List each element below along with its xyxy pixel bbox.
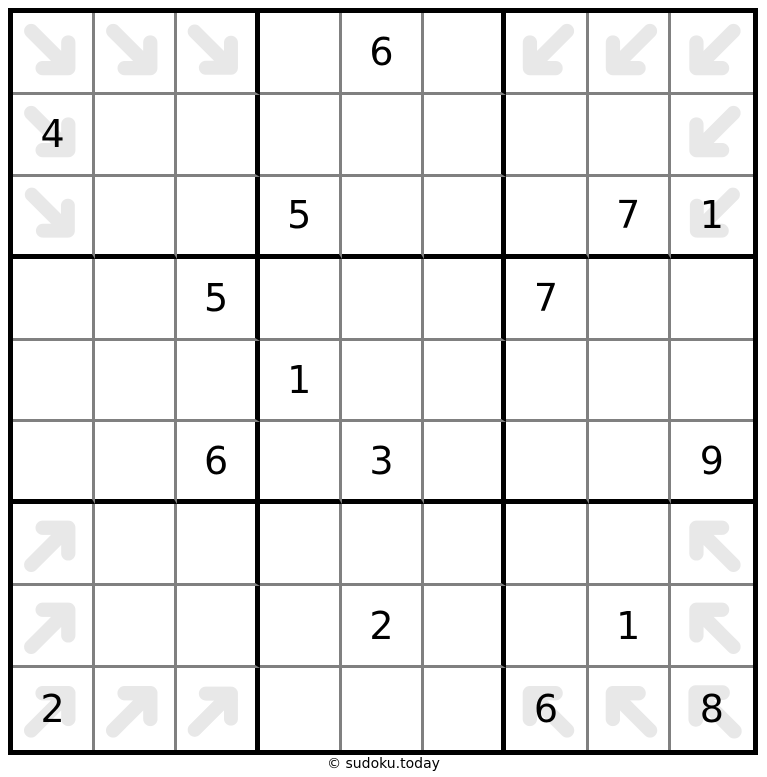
grid-cell-r3c3[interactable] — [177, 177, 259, 259]
given-digit: 1 — [287, 357, 312, 402]
given-digit: 6 — [533, 687, 559, 732]
grid-cell-r1c8[interactable] — [589, 13, 671, 95]
grid-cell-r8c2[interactable] — [95, 586, 177, 668]
grid-cell-r8c8[interactable] — [589, 586, 671, 668]
given-digit: 8 — [699, 687, 724, 732]
given-digit: 1 — [616, 603, 641, 648]
grid-cell-r7c1[interactable] — [13, 504, 95, 586]
grid-cell-r9c8[interactable] — [589, 668, 671, 750]
grid-cell-r9c5[interactable] — [342, 668, 424, 750]
arrow-up-right-icon — [177, 668, 254, 750]
arrow-down-left-icon — [506, 13, 585, 92]
grid-cell-r1c9[interactable] — [671, 13, 753, 95]
grid-cell-r2c6[interactable] — [424, 95, 506, 177]
grid-cell-r8c5[interactable] — [342, 586, 424, 668]
given-digit: 7 — [616, 193, 641, 238]
grid-cell-r2c3[interactable] — [177, 95, 259, 177]
grid-cell-r5c7[interactable] — [506, 341, 588, 423]
grid-cell-r2c5[interactable] — [342, 95, 424, 177]
arrow-down-right-icon — [13, 177, 92, 254]
grid-cell-r3c5[interactable] — [342, 177, 424, 259]
grid-cell-r5c4[interactable] — [260, 341, 342, 423]
grid-cell-r2c2[interactable] — [95, 95, 177, 177]
grid-cell-r5c3[interactable] — [177, 341, 259, 423]
given-digit: 4 — [40, 112, 65, 157]
arrow-down-left-icon — [671, 95, 753, 174]
grid-cell-r4c1[interactable] — [13, 259, 95, 341]
grid-cell-r3c4[interactable] — [260, 177, 342, 259]
arrow-up-right-icon — [13, 586, 92, 665]
grid-cell-r3c9[interactable] — [671, 177, 753, 259]
given-digit: 5 — [287, 193, 312, 238]
grid-cell-r5c2[interactable] — [95, 341, 177, 423]
grid-cell-r9c7[interactable] — [506, 668, 588, 750]
grid-cell-r2c4[interactable] — [260, 95, 342, 177]
grid-cell-r8c4[interactable] — [260, 586, 342, 668]
sudoku-grid — [8, 8, 758, 755]
grid-cell-r5c1[interactable] — [13, 341, 95, 423]
grid-cell-r4c2[interactable] — [95, 259, 177, 341]
grid-cell-r6c4[interactable] — [260, 422, 342, 504]
grid-cell-r5c5[interactable] — [342, 341, 424, 423]
grid-cell-r3c2[interactable] — [95, 177, 177, 259]
grid-cell-r1c3[interactable] — [177, 13, 259, 95]
arrow-down-right-icon — [95, 13, 174, 92]
given-digit: 6 — [369, 30, 394, 75]
grid-cell-r1c5[interactable] — [342, 13, 424, 95]
grid-cell-r2c9[interactable] — [671, 95, 753, 177]
arrow-up-left-icon — [671, 504, 753, 583]
grid-cell-r9c1[interactable] — [13, 668, 95, 750]
grid-cell-r9c3[interactable] — [177, 668, 259, 750]
grid-cell-r6c7[interactable] — [506, 422, 588, 504]
grid-cell-r7c2[interactable] — [95, 504, 177, 586]
grid-cell-r7c7[interactable] — [506, 504, 588, 586]
grid-cell-r8c3[interactable] — [177, 586, 259, 668]
grid-cell-r9c6[interactable] — [424, 668, 506, 750]
grid-cell-r4c3[interactable] — [177, 259, 259, 341]
grid-cell-r6c1[interactable] — [13, 422, 95, 504]
arrow-down-right-icon — [177, 13, 254, 92]
grid-cell-r3c1[interactable] — [13, 177, 95, 259]
grid-cell-r4c7[interactable] — [506, 259, 588, 341]
given-digit: 1 — [699, 193, 724, 238]
given-digit: 3 — [369, 438, 394, 483]
given-digit: 7 — [533, 276, 559, 321]
grid-cell-r2c7[interactable] — [506, 95, 588, 177]
grid-cell-r8c6[interactable] — [424, 586, 506, 668]
arrow-up-right-icon — [13, 504, 92, 583]
given-digit: 5 — [203, 276, 229, 321]
grid-cell-r6c6[interactable] — [424, 422, 506, 504]
grid-cell-r8c7[interactable] — [506, 586, 588, 668]
arrow-up-left-icon — [589, 668, 668, 750]
grid-cell-r7c9[interactable] — [671, 504, 753, 586]
grid-cell-r4c5[interactable] — [342, 259, 424, 341]
grid-cell-r6c2[interactable] — [95, 422, 177, 504]
grid-cell-r8c9[interactable] — [671, 586, 753, 668]
grid-cell-r1c6[interactable] — [424, 13, 506, 95]
grid-cell-r6c9[interactable] — [671, 422, 753, 504]
grid-cell-r5c8[interactable] — [589, 341, 671, 423]
grid-cell-r3c7[interactable] — [506, 177, 588, 259]
grid-cell-r4c6[interactable] — [424, 259, 506, 341]
grid-cell-r7c3[interactable] — [177, 504, 259, 586]
arrow-up-right-icon — [95, 668, 174, 750]
grid-cell-r7c8[interactable] — [589, 504, 671, 586]
grid-cell-r2c8[interactable] — [589, 95, 671, 177]
grid-cell-r4c4[interactable] — [260, 259, 342, 341]
grid-cell-r6c3[interactable] — [177, 422, 259, 504]
grid-cell-r4c8[interactable] — [589, 259, 671, 341]
arrow-down-left-icon — [589, 13, 668, 92]
grid-cell-r9c9[interactable] — [671, 668, 753, 750]
given-digit: 9 — [699, 438, 724, 483]
arrow-up-left-icon — [671, 586, 753, 665]
grid-cell-r3c6[interactable] — [424, 177, 506, 259]
grid-cell-r5c9[interactable] — [671, 341, 753, 423]
given-digit: 6 — [203, 438, 229, 483]
given-digit: 2 — [40, 687, 65, 732]
grid-cell-r4c9[interactable] — [671, 259, 753, 341]
grid-cell-r9c4[interactable] — [260, 668, 342, 750]
grid-cell-r3c8[interactable] — [589, 177, 671, 259]
grid-cell-r6c5[interactable] — [342, 422, 424, 504]
grid-cell-r7c5[interactable] — [342, 504, 424, 586]
grid-cell-r9c2[interactable] — [95, 668, 177, 750]
arrow-down-right-icon — [13, 13, 92, 92]
grid-cell-r8c1[interactable] — [13, 586, 95, 668]
grid-cell-r6c8[interactable] — [589, 422, 671, 504]
grid-cell-r5c6[interactable] — [424, 341, 506, 423]
grid-cell-r7c4[interactable] — [260, 504, 342, 586]
grid-cell-r1c2[interactable] — [95, 13, 177, 95]
grid-cell-r1c4[interactable] — [260, 13, 342, 95]
grid-cell-r1c7[interactable] — [506, 13, 588, 95]
footer-credit: © sudoku.today — [327, 756, 440, 772]
arrow-down-left-icon — [671, 13, 753, 92]
given-digit: 2 — [369, 603, 394, 648]
grid-cell-r1c1[interactable] — [13, 13, 95, 95]
grid-cell-r7c6[interactable] — [424, 504, 506, 586]
grid-cell-r2c1[interactable] — [13, 95, 95, 177]
